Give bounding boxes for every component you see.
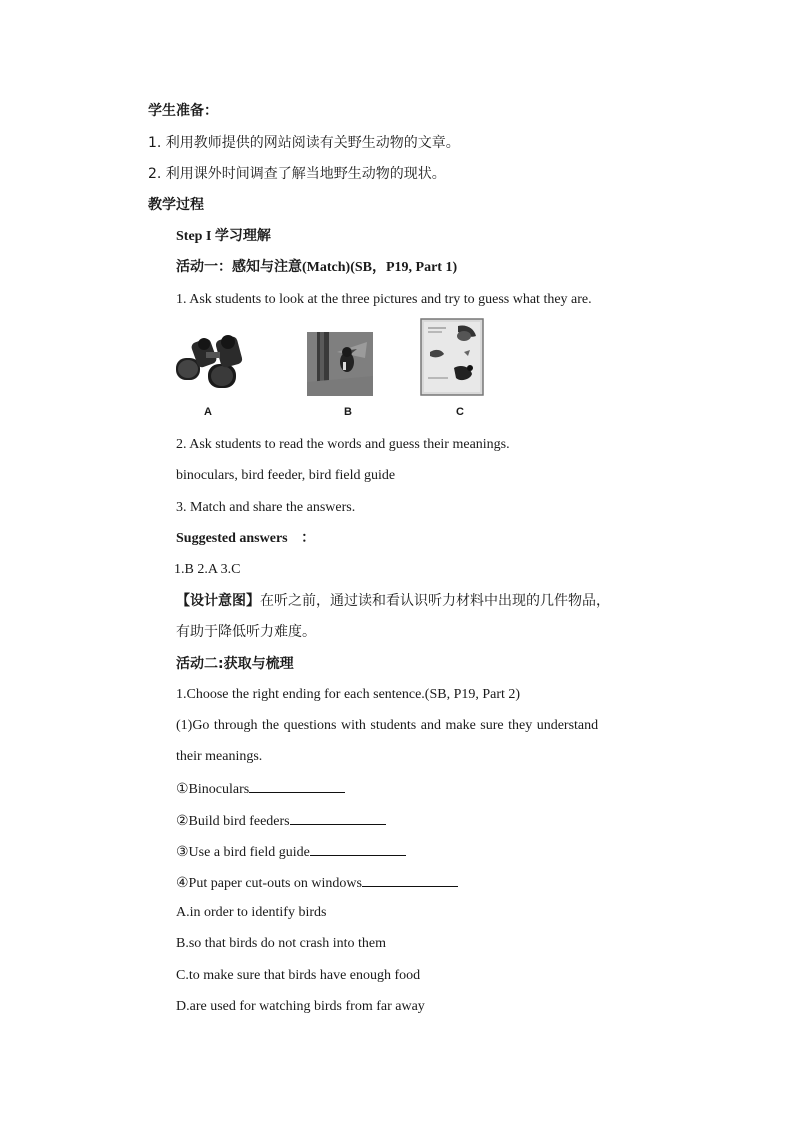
answer-key: 1.B 2.A 3.C (174, 562, 241, 577)
question-3-text: ③Use a bird field guide (176, 845, 310, 860)
activity2-sub1-line1: (1)Go through the questions with students and make sure they understand (176, 718, 599, 733)
activity2-title: 活动二:获取与梳理 (176, 656, 294, 672)
suggested-answers-label (176, 529, 315, 549)
question-4-text: ④Put paper cut-outs on windows (176, 876, 362, 891)
question-1-text: ①Binoculars (176, 782, 250, 797)
activity1-title: 活动一：感知与注意(Match)(SB，P19, Part 1) (176, 260, 458, 275)
bird-field-guide-image (420, 318, 484, 396)
word-list: binoculars, bird feeder, bird field guide (176, 468, 396, 483)
student-prep-heading: 学生准备： (148, 103, 218, 119)
suggested-answers-colon: ： (301, 531, 316, 546)
answer-blank-2 (290, 810, 386, 825)
bird-feeder-image (307, 332, 373, 396)
prep-item-2: 2. 利用课外时间调查了解当地野生动物的现状。 (148, 166, 446, 182)
option-d: D.are used for watching birds from far away (176, 999, 425, 1014)
answer-blank-4 (362, 872, 458, 887)
design-intent-line-2: 有助于降低听力难度。 (176, 624, 316, 640)
process-heading: 教学过程 (148, 197, 204, 213)
step1-title: Step I 学习理解 (176, 229, 271, 244)
question-2-text: ②Build bird feeders (176, 814, 290, 829)
design-intent-text-1: 在听之前，通过读和看认识听力材料中出现的几件物品， (260, 593, 610, 609)
suggested-answers-text: Suggested answers (176, 531, 288, 546)
binoculars-image (170, 328, 250, 390)
activity2-instruction: 1.Choose the right ending for each sentence.(SB, P19, Part 2) (176, 687, 521, 702)
question-2 (176, 810, 386, 832)
option-c: C.to make sure that birds have enough food (176, 968, 421, 983)
instruction-2: 2. Ask students to read the words and guess their meanings. (176, 437, 510, 452)
answer-blank-1 (249, 778, 345, 793)
design-intent-label: 【设计意图】 (176, 593, 260, 609)
question-1 (176, 778, 345, 800)
option-a: A.in order to identify birds (176, 905, 327, 920)
question-3 (176, 841, 406, 863)
answer-blank-3 (310, 841, 406, 856)
caption-c: C (456, 406, 464, 418)
question-4 (176, 872, 458, 894)
caption-b: B (344, 406, 352, 418)
activity2-sub1-line2: their meanings. (176, 749, 263, 764)
instruction-1: 1. Ask students to look at the three pictures and try to guess what they are. (176, 292, 592, 307)
prep-item-1: 1. 利用教师提供的网站阅读有关野生动物的文章。 (148, 135, 460, 151)
caption-a: A (204, 406, 212, 418)
option-b: B.so that birds do not crash into them (176, 936, 386, 951)
design-intent-line-1 (176, 591, 610, 611)
instruction-3: 3. Match and share the answers. (176, 500, 356, 515)
